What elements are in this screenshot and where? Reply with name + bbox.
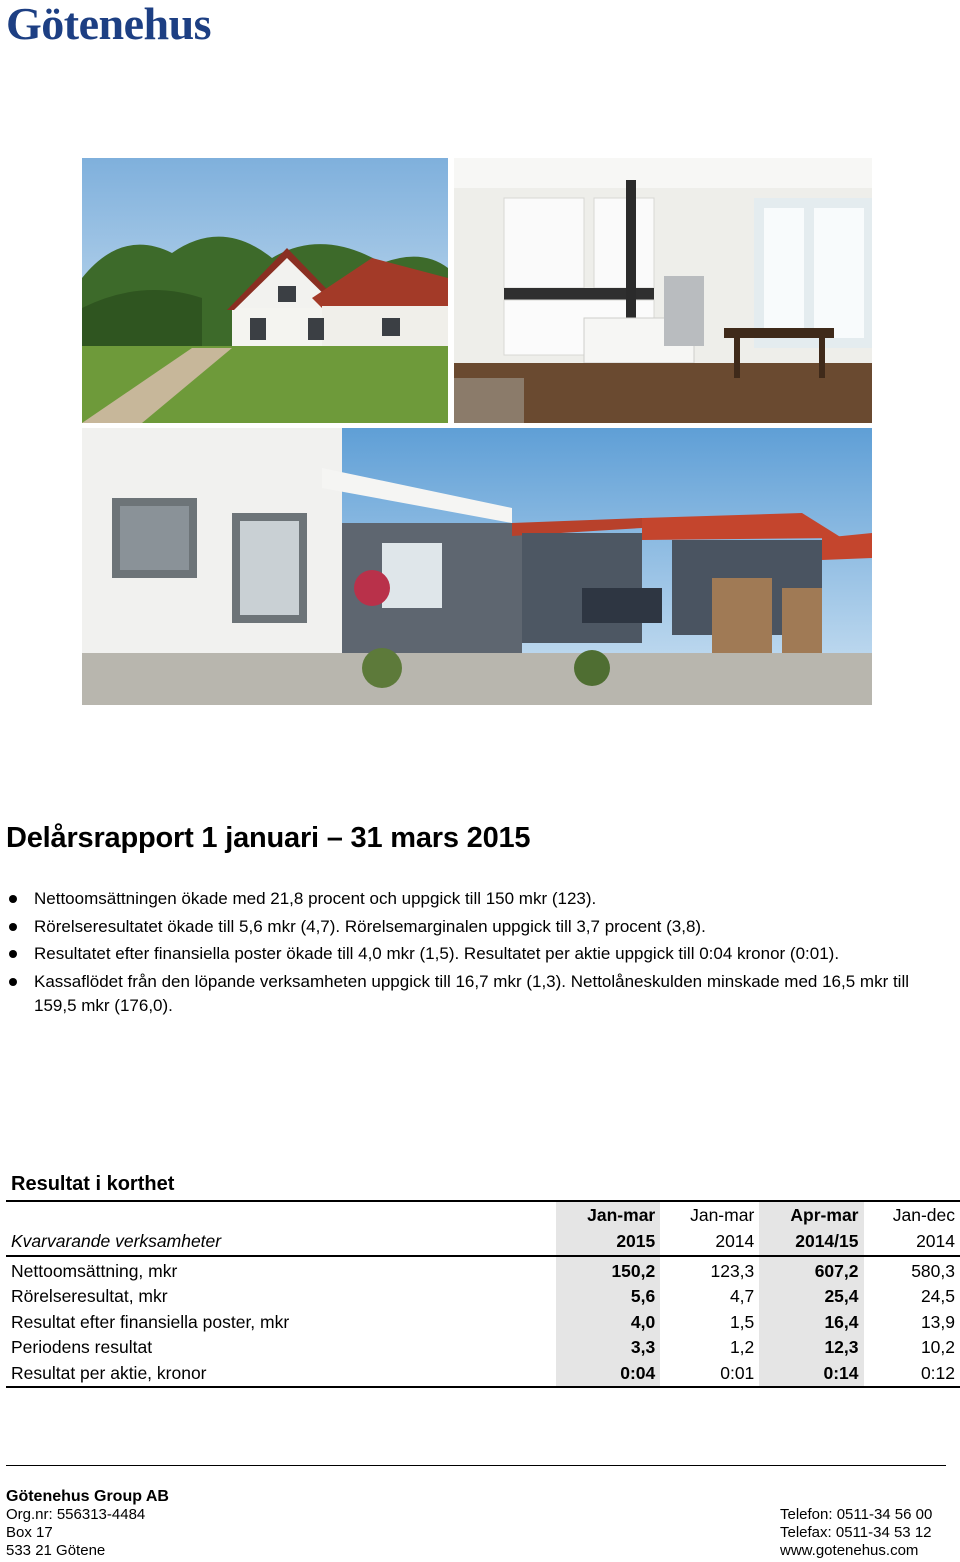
footer-website-link[interactable]: www.gotenehus.com xyxy=(780,1542,919,1559)
col-header-bottom: 2014/15 xyxy=(759,1229,863,1256)
summary-table xyxy=(6,1200,960,1388)
footer-orgnr: Org.nr: 556313-4484 xyxy=(6,1506,146,1523)
row-label: Nettoomsättning, mkr xyxy=(11,1260,178,1281)
col-header-bottom: 2015 xyxy=(556,1229,660,1256)
cell-value: 150,2 xyxy=(556,1256,660,1285)
report-title: Delårsrapport 1 januari – 31 mars 2015 xyxy=(6,822,531,854)
photo-house-exterior xyxy=(82,158,448,423)
col-header-bottom: 2014 xyxy=(660,1229,759,1256)
table-row xyxy=(6,1256,960,1285)
row-label: Resultat efter finansiella poster, mkr xyxy=(11,1311,290,1332)
cell-value: 0:01 xyxy=(720,1362,755,1383)
row-label: Resultat per aktie, kronor xyxy=(11,1362,207,1383)
footer-address xyxy=(6,1506,145,1560)
row-label: Rörelseresultat, mkr xyxy=(11,1286,168,1306)
header-row xyxy=(6,1229,960,1256)
footer-company-name: Götenehus Group AB xyxy=(6,1488,169,1505)
cell-value: 10,2 xyxy=(920,1337,955,1357)
cell-value: 13,9 xyxy=(920,1311,955,1332)
cell-value: 0:12 xyxy=(920,1362,955,1383)
photo-kitchen-interior xyxy=(454,158,872,423)
cell-value: 5,6 xyxy=(556,1284,660,1310)
cell-value: 607,2 xyxy=(759,1256,863,1285)
header-empty-cell xyxy=(6,1201,556,1229)
cell-value: 4,7 xyxy=(729,1286,755,1306)
cell-value: 580,3 xyxy=(911,1260,955,1281)
section-title: Resultat i korthet xyxy=(11,1173,175,1195)
highlight-item: Resultatet efter finansiella poster ökade till 4,0 mkr (1,5). Resultatet per aktie uppgick till 0:04 kronor (0:01). xyxy=(0,942,950,967)
cell-value: 12,3 xyxy=(759,1335,863,1361)
cell-value: 0:14 xyxy=(759,1361,863,1388)
col-header-top: Apr-mar xyxy=(759,1201,863,1229)
table-subheading: Kvarvarande verksamheter xyxy=(6,1229,556,1256)
cell-value: 3,3 xyxy=(556,1335,660,1361)
footer-box: Box 17 xyxy=(6,1524,53,1541)
cell-value: 25,4 xyxy=(759,1284,863,1310)
col-header-top: Jan-dec xyxy=(892,1204,955,1225)
table-row xyxy=(6,1335,960,1361)
col-header-top: Jan-mar xyxy=(690,1204,755,1225)
cell-value: 0:04 xyxy=(556,1361,660,1388)
footer-phone: Telefon: 0511-34 56 00 xyxy=(780,1506,933,1523)
table-row xyxy=(6,1310,960,1336)
cell-value: 123,3 xyxy=(710,1260,755,1281)
company-logo: Götenehus xyxy=(6,0,212,49)
row-label: Periodens resultat xyxy=(11,1337,153,1357)
table-row xyxy=(6,1361,960,1388)
footer-postal: 533 21 Götene xyxy=(6,1542,106,1559)
highlight-item: Kassaflödet från den löpande verksamheten uppgick till 16,7 mkr (1,3). Nettolåneskulden minskade med 16,5 mkr till 159,5 mkr (176,0). xyxy=(0,970,950,1019)
header-row xyxy=(6,1201,960,1229)
cell-value: 1,2 xyxy=(729,1337,755,1357)
highlights-list xyxy=(0,887,950,1022)
col-header-top: Jan-mar xyxy=(556,1201,660,1229)
footer-fax: Telefax: 0511-34 53 12 xyxy=(780,1524,932,1541)
cell-value: 16,4 xyxy=(759,1310,863,1336)
highlight-item: Nettoomsättningen ökade med 21,8 procent och uppgick till 150 mkr (123). xyxy=(0,887,950,912)
highlight-item: Rörelseresultatet ökade till 5,6 mkr (4,7). Rörelsemarginalen uppgick till 3,7 procent (3,8). xyxy=(0,915,950,940)
cell-value: 24,5 xyxy=(920,1286,955,1306)
footer-contact xyxy=(780,1506,932,1560)
footer-divider xyxy=(6,1465,946,1466)
cell-value: 4,0 xyxy=(556,1310,660,1336)
table-row xyxy=(6,1284,960,1310)
cell-value: 1,5 xyxy=(729,1311,755,1332)
col-header-bottom: 2014 xyxy=(864,1229,960,1256)
photo-row-houses xyxy=(82,428,872,705)
